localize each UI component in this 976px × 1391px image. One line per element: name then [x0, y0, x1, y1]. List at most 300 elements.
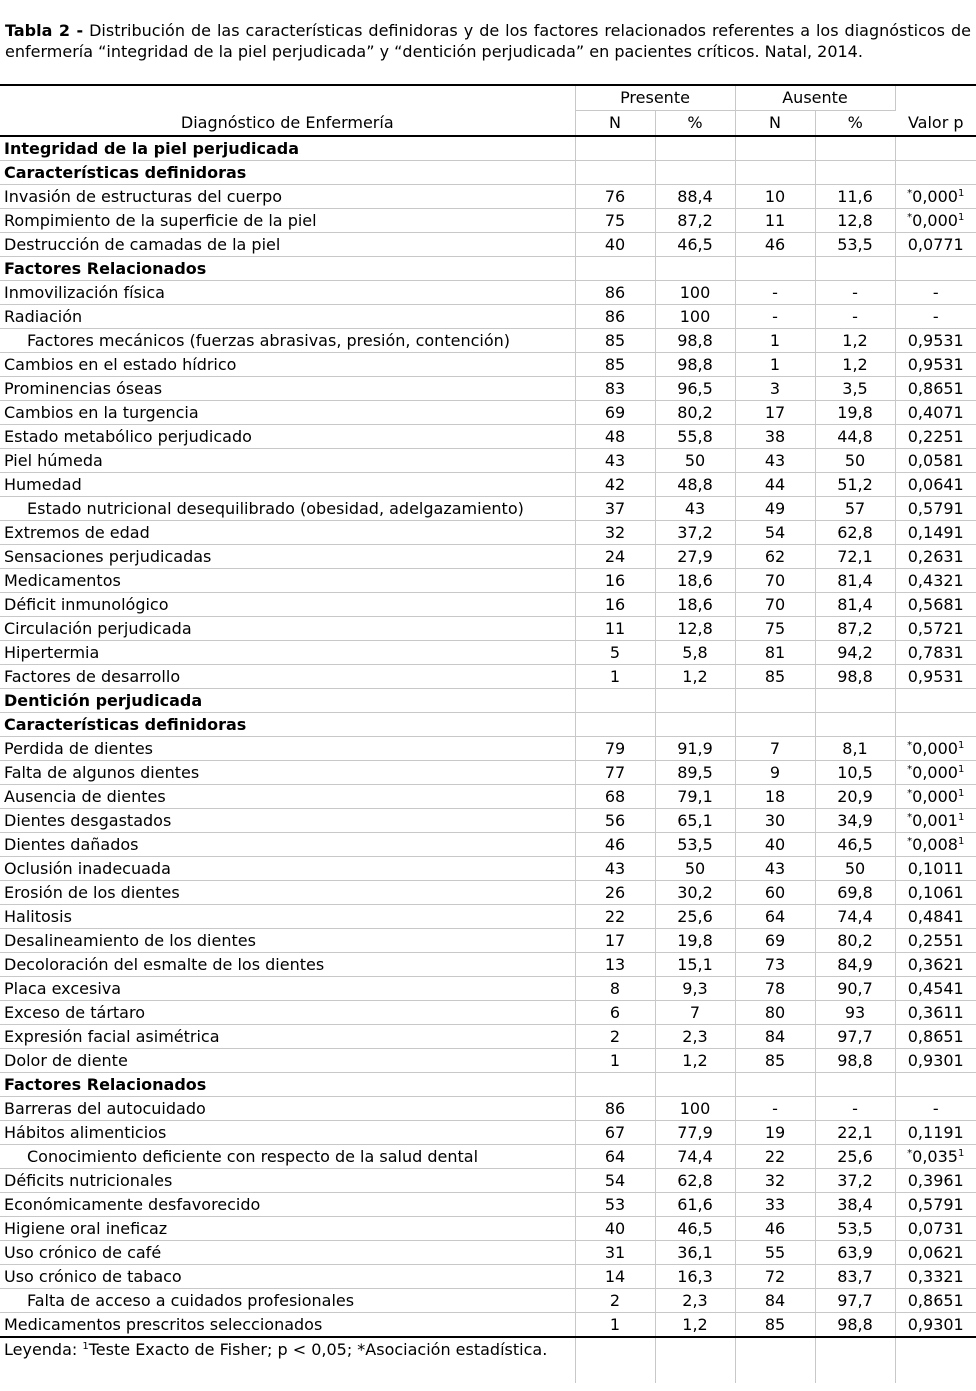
legend-prefix: Leyenda: — [4, 1340, 83, 1359]
table-row — [0, 281, 976, 305]
row-label: Uso crónico de tabaco — [0, 1265, 575, 1289]
present-n: 6 — [575, 1001, 655, 1025]
absent-pct: 97,7 — [815, 1025, 895, 1049]
row-label: Dolor de diente — [0, 1049, 575, 1073]
absent-pct: 98,8 — [815, 665, 895, 689]
table-caption-label: Tabla 2 - — [5, 21, 84, 40]
absent-n: 84 — [735, 1025, 815, 1049]
present-pct: 7 — [655, 1001, 735, 1025]
empty-cell — [895, 257, 976, 281]
p-value: 0,4321 — [907, 571, 964, 590]
table-row — [0, 1193, 976, 1217]
row-label: Estado nutricional desequilibrado (obesidad, adelgazamiento) — [0, 497, 575, 521]
present-pct: 65,1 — [655, 809, 735, 833]
table-caption-text: Distribución de las características definidoras y de los factores relacionados referentes a los diagnósticos de enfermería “integridad de la piel perjudicada” y “dentición perjudicada” en pacientes críticos. Natal, 2014. — [5, 21, 972, 61]
absent-n: 81 — [735, 641, 815, 665]
empty-cell — [575, 161, 655, 185]
present-pct: 25,6 — [655, 905, 735, 929]
p-value: 0,0641 — [907, 475, 964, 494]
p-value-cell — [895, 377, 976, 401]
p-value-cell — [895, 1049, 976, 1073]
p-value-cell — [895, 929, 976, 953]
absent-n: 1 — [735, 353, 815, 377]
row-label: Radiación — [0, 305, 575, 329]
present-n: 56 — [575, 809, 655, 833]
row-label: Expresión facial asimétrica — [0, 1025, 575, 1049]
p-value-cell — [895, 1001, 976, 1025]
p-value: 0,9531 — [907, 355, 964, 374]
p-value: 0,2551 — [907, 931, 964, 950]
present-n: 31 — [575, 1241, 655, 1265]
absent-n: 33 — [735, 1193, 815, 1217]
section-label: Integridad de la piel perjudicada — [0, 136, 575, 161]
present-pct: 89,5 — [655, 761, 735, 785]
table-row — [0, 1097, 976, 1121]
present-n: 11 — [575, 617, 655, 641]
p-value: 0,1061 — [907, 883, 964, 902]
row-label: Circulación perjudicada — [0, 617, 575, 641]
present-n: 86 — [575, 305, 655, 329]
section-row — [0, 257, 976, 281]
present-pct: 77,9 — [655, 1121, 735, 1145]
absent-n: 69 — [735, 929, 815, 953]
present-pct: 79,1 — [655, 785, 735, 809]
p-value: 0,1191 — [907, 1123, 964, 1142]
present-n: 54 — [575, 1169, 655, 1193]
present-n: 5 — [575, 641, 655, 665]
legend-empty-cell — [815, 1337, 895, 1383]
present-n: 85 — [575, 329, 655, 353]
absent-n: 46 — [735, 233, 815, 257]
absent-pct: 81,4 — [815, 569, 895, 593]
absent-pct: 12,8 — [815, 209, 895, 233]
section-row — [0, 689, 976, 713]
absent-pct: 84,9 — [815, 953, 895, 977]
present-pct: 1,2 — [655, 1049, 735, 1073]
table-row — [0, 953, 976, 977]
section-label: Características definidoras — [0, 713, 575, 737]
empty-cell — [575, 689, 655, 713]
present-n: 37 — [575, 497, 655, 521]
section-row — [0, 161, 976, 185]
absent-n: 22 — [735, 1145, 815, 1169]
empty-cell — [815, 1073, 895, 1097]
header-absent-pct: % — [815, 111, 895, 137]
section-label: Factores Relacionados — [0, 1073, 575, 1097]
p-value-cell — [895, 233, 976, 257]
p-value-cell — [895, 305, 976, 329]
p-value-cell — [895, 1097, 976, 1121]
p-value: - — [932, 283, 939, 302]
table-row — [0, 425, 976, 449]
present-pct: 98,8 — [655, 353, 735, 377]
p-value-cell — [895, 545, 976, 569]
footnote-marker: 1 — [957, 812, 965, 823]
p-value-cell — [895, 1025, 976, 1049]
legend-empty-cell — [655, 1337, 735, 1383]
row-label: Conocimiento deficiente con respecto de la salud dental — [0, 1145, 575, 1169]
absent-n: - — [735, 1097, 815, 1121]
absent-pct: 87,2 — [815, 617, 895, 641]
section-row — [0, 713, 976, 737]
present-n: 76 — [575, 185, 655, 209]
table-row — [0, 1289, 976, 1313]
p-value-cell — [895, 425, 976, 449]
p-value-cell — [895, 737, 976, 761]
row-label: Perdida de dientes — [0, 737, 575, 761]
empty-cell — [655, 257, 735, 281]
section-row — [0, 136, 976, 161]
p-value-cell — [895, 593, 976, 617]
p-value: 0,000 — [912, 187, 958, 206]
empty-cell — [815, 713, 895, 737]
absent-pct: 8,1 — [815, 737, 895, 761]
row-label: Factores mecánicos (fuerzas abrasivas, presión, contención) — [0, 329, 575, 353]
empty-cell — [655, 689, 735, 713]
header-absent-n: N — [735, 111, 815, 137]
empty-cell — [895, 1073, 976, 1097]
p-value-cell — [895, 353, 976, 377]
present-pct: 62,8 — [655, 1169, 735, 1193]
table-header — [0, 85, 976, 136]
table-row — [0, 473, 976, 497]
empty-cell — [575, 713, 655, 737]
table-row — [0, 881, 976, 905]
table-body — [0, 136, 976, 1337]
p-value: 0,4071 — [907, 403, 964, 422]
table-row — [0, 233, 976, 257]
p-value-cell — [895, 1121, 976, 1145]
absent-n: 85 — [735, 665, 815, 689]
empty-cell — [735, 161, 815, 185]
row-label: Medicamentos prescritos seleccionados — [0, 1313, 575, 1338]
table-row — [0, 929, 976, 953]
present-n: 1 — [575, 665, 655, 689]
p-value: 0,9531 — [907, 667, 964, 686]
absent-pct: 83,7 — [815, 1265, 895, 1289]
absent-pct: 19,8 — [815, 401, 895, 425]
absent-n: 70 — [735, 593, 815, 617]
section-label: Factores Relacionados — [0, 257, 575, 281]
present-n: 86 — [575, 1097, 655, 1121]
p-value: 0,2631 — [907, 547, 964, 566]
empty-cell — [575, 1073, 655, 1097]
row-label: Sensaciones perjudicadas — [0, 545, 575, 569]
present-n: 86 — [575, 281, 655, 305]
table-row — [0, 185, 976, 209]
header-diagnosis: Diagnóstico de Enfermería — [0, 85, 575, 136]
table-row — [0, 833, 976, 857]
present-pct: 18,6 — [655, 593, 735, 617]
present-n: 83 — [575, 377, 655, 401]
present-pct: 1,2 — [655, 1313, 735, 1338]
absent-n: 46 — [735, 1217, 815, 1241]
row-label: Erosión de los dientes — [0, 881, 575, 905]
p-value: 0,0731 — [907, 1219, 964, 1238]
present-n: 43 — [575, 449, 655, 473]
present-n: 2 — [575, 1025, 655, 1049]
absent-n: 54 — [735, 521, 815, 545]
present-pct: 43 — [655, 497, 735, 521]
row-label: Exceso de tártaro — [0, 1001, 575, 1025]
row-label: Cambios en la turgencia — [0, 401, 575, 425]
footnote-marker: 1 — [957, 836, 965, 847]
row-label: Factores de desarrollo — [0, 665, 575, 689]
footnote-marker: 1 — [957, 764, 965, 775]
absent-pct: 69,8 — [815, 881, 895, 905]
absent-pct: 37,2 — [815, 1169, 895, 1193]
row-label: Piel húmeda — [0, 449, 575, 473]
absent-n: 9 — [735, 761, 815, 785]
table-row — [0, 665, 976, 689]
present-pct: 27,9 — [655, 545, 735, 569]
present-pct: 96,5 — [655, 377, 735, 401]
empty-cell — [575, 136, 655, 161]
empty-cell — [735, 1073, 815, 1097]
p-value-cell — [895, 473, 976, 497]
absent-pct: 74,4 — [815, 905, 895, 929]
p-value-cell — [895, 785, 976, 809]
p-value: - — [932, 307, 939, 326]
p-value-cell — [895, 521, 976, 545]
empty-cell — [815, 257, 895, 281]
present-pct: 100 — [655, 281, 735, 305]
present-n: 13 — [575, 953, 655, 977]
p-value: 0,000 — [912, 787, 958, 806]
absent-n: 55 — [735, 1241, 815, 1265]
absent-pct: 53,5 — [815, 233, 895, 257]
present-n: 79 — [575, 737, 655, 761]
row-label: Decoloración del esmalte de los dientes — [0, 953, 575, 977]
legend-superscript: 1 — [82, 1341, 89, 1352]
p-value-cell — [895, 1241, 976, 1265]
p-value-cell — [895, 209, 976, 233]
row-label: Dientes dañados — [0, 833, 575, 857]
table-row — [0, 401, 976, 425]
p-value: 0,0581 — [907, 451, 964, 470]
p-value-cell — [895, 569, 976, 593]
row-label: Hábitos alimenticios — [0, 1121, 575, 1145]
row-label: Rompimiento de la superficie de la piel — [0, 209, 575, 233]
table-legend — [0, 1337, 575, 1383]
data-table — [0, 84, 976, 1383]
empty-cell — [735, 689, 815, 713]
row-label: Ausencia de dientes — [0, 785, 575, 809]
row-label: Falta de algunos dientes — [0, 761, 575, 785]
absent-pct: 22,1 — [815, 1121, 895, 1145]
absent-pct: 81,4 — [815, 593, 895, 617]
footnote-marker: 1 — [957, 740, 965, 751]
absent-pct: 98,8 — [815, 1049, 895, 1073]
absent-pct: 46,5 — [815, 833, 895, 857]
row-label: Halitosis — [0, 905, 575, 929]
absent-pct: 50 — [815, 857, 895, 881]
p-value: 0,5681 — [907, 595, 964, 614]
present-n: 14 — [575, 1265, 655, 1289]
absent-n: 18 — [735, 785, 815, 809]
legend-empty-cell — [895, 1337, 976, 1383]
present-n: 40 — [575, 233, 655, 257]
present-n: 16 — [575, 569, 655, 593]
absent-pct: 44,8 — [815, 425, 895, 449]
p-value-cell — [895, 809, 976, 833]
p-value: 0,8651 — [907, 1291, 964, 1310]
significance-marker: * — [907, 740, 913, 751]
row-label: Cambios en el estado hídrico — [0, 353, 575, 377]
table-row — [0, 305, 976, 329]
p-value: 0,0771 — [907, 235, 964, 254]
absent-pct: 57 — [815, 497, 895, 521]
absent-n: - — [735, 281, 815, 305]
table-row — [0, 329, 976, 353]
present-n: 40 — [575, 1217, 655, 1241]
legend-text: Teste Exacto de Fisher; p < 0,05; *Asociación estadística. — [88, 1340, 548, 1359]
absent-pct: 1,2 — [815, 353, 895, 377]
table-row — [0, 1217, 976, 1241]
p-value: 0,5791 — [907, 1195, 964, 1214]
absent-n: 3 — [735, 377, 815, 401]
p-value-cell — [895, 1289, 976, 1313]
absent-pct: 94,2 — [815, 641, 895, 665]
empty-cell — [895, 136, 976, 161]
present-pct: 98,8 — [655, 329, 735, 353]
present-pct: 87,2 — [655, 209, 735, 233]
p-value: 0,008 — [912, 835, 958, 854]
p-value: 0,1011 — [907, 859, 964, 878]
present-n: 43 — [575, 857, 655, 881]
row-label: Estado metabólico perjudicado — [0, 425, 575, 449]
absent-pct: - — [815, 1097, 895, 1121]
present-n: 64 — [575, 1145, 655, 1169]
p-value: 0,001 — [912, 811, 958, 830]
absent-n: 11 — [735, 209, 815, 233]
present-n: 69 — [575, 401, 655, 425]
present-pct: 50 — [655, 857, 735, 881]
present-n: 24 — [575, 545, 655, 569]
present-pct: 1,2 — [655, 665, 735, 689]
p-value-cell — [895, 881, 976, 905]
legend-empty-cell — [575, 1337, 655, 1383]
present-pct: 15,1 — [655, 953, 735, 977]
absent-n: 32 — [735, 1169, 815, 1193]
p-value-cell — [895, 497, 976, 521]
table-row — [0, 1265, 976, 1289]
table-row — [0, 737, 976, 761]
table-row — [0, 761, 976, 785]
section-label: Características definidoras — [0, 161, 575, 185]
absent-n: 49 — [735, 497, 815, 521]
significance-marker: * — [907, 188, 913, 199]
legend-empty-cell — [735, 1337, 815, 1383]
absent-pct: 25,6 — [815, 1145, 895, 1169]
table-row — [0, 1169, 976, 1193]
p-value: 0,3621 — [907, 955, 964, 974]
significance-marker: * — [907, 812, 913, 823]
empty-cell — [895, 161, 976, 185]
table-row — [0, 1025, 976, 1049]
significance-marker: * — [907, 1148, 913, 1159]
p-value: 0,8651 — [907, 1027, 964, 1046]
p-value: 0,000 — [912, 211, 958, 230]
absent-pct: 3,5 — [815, 377, 895, 401]
present-pct: 88,4 — [655, 185, 735, 209]
absent-n: - — [735, 305, 815, 329]
empty-cell — [895, 713, 976, 737]
present-pct: 55,8 — [655, 425, 735, 449]
p-value-cell — [895, 761, 976, 785]
present-n: 75 — [575, 209, 655, 233]
row-label: Barreras del autocuidado — [0, 1097, 575, 1121]
row-label: Invasión de estructuras del cuerpo — [0, 185, 575, 209]
table-row — [0, 1241, 976, 1265]
p-value: 0,9301 — [907, 1051, 964, 1070]
table-row — [0, 785, 976, 809]
p-value: 0,000 — [912, 739, 958, 758]
absent-n: 73 — [735, 953, 815, 977]
p-value-cell — [895, 1169, 976, 1193]
row-label: Destrucción de camadas de la piel — [0, 233, 575, 257]
absent-n: 62 — [735, 545, 815, 569]
table-row — [0, 857, 976, 881]
absent-pct: 10,5 — [815, 761, 895, 785]
present-n: 17 — [575, 929, 655, 953]
empty-cell — [655, 713, 735, 737]
present-pct: 100 — [655, 1097, 735, 1121]
absent-pct: 20,9 — [815, 785, 895, 809]
present-n: 1 — [575, 1313, 655, 1338]
p-value-cell — [895, 401, 976, 425]
absent-pct: 53,5 — [815, 1217, 895, 1241]
present-n: 22 — [575, 905, 655, 929]
absent-pct: 62,8 — [815, 521, 895, 545]
present-pct: 12,8 — [655, 617, 735, 641]
empty-cell — [655, 161, 735, 185]
present-n: 1 — [575, 1049, 655, 1073]
header-absent: Ausente — [735, 85, 895, 111]
table-row — [0, 905, 976, 929]
present-pct: 48,8 — [655, 473, 735, 497]
absent-n: 30 — [735, 809, 815, 833]
absent-n: 64 — [735, 905, 815, 929]
table-row — [0, 521, 976, 545]
p-value: 0,2251 — [907, 427, 964, 446]
present-pct: 74,4 — [655, 1145, 735, 1169]
p-value: 0,3611 — [907, 1003, 964, 1022]
present-n: 42 — [575, 473, 655, 497]
row-label: Humedad — [0, 473, 575, 497]
present-pct: 91,9 — [655, 737, 735, 761]
empty-cell — [735, 257, 815, 281]
empty-cell — [815, 161, 895, 185]
p-value-cell — [895, 1265, 976, 1289]
p-value-cell — [895, 977, 976, 1001]
absent-n: 80 — [735, 1001, 815, 1025]
p-value: 0,4841 — [907, 907, 964, 926]
empty-cell — [895, 689, 976, 713]
row-label: Placa excesiva — [0, 977, 575, 1001]
present-pct: 9,3 — [655, 977, 735, 1001]
row-label: Falta de acceso a cuidados profesionales — [0, 1289, 575, 1313]
absent-n: 43 — [735, 449, 815, 473]
present-pct: 19,8 — [655, 929, 735, 953]
empty-cell — [815, 689, 895, 713]
present-pct: 18,6 — [655, 569, 735, 593]
present-pct: 37,2 — [655, 521, 735, 545]
absent-pct: 50 — [815, 449, 895, 473]
p-value: 0,0621 — [907, 1243, 964, 1262]
absent-n: 44 — [735, 473, 815, 497]
p-value-cell — [895, 1313, 976, 1338]
